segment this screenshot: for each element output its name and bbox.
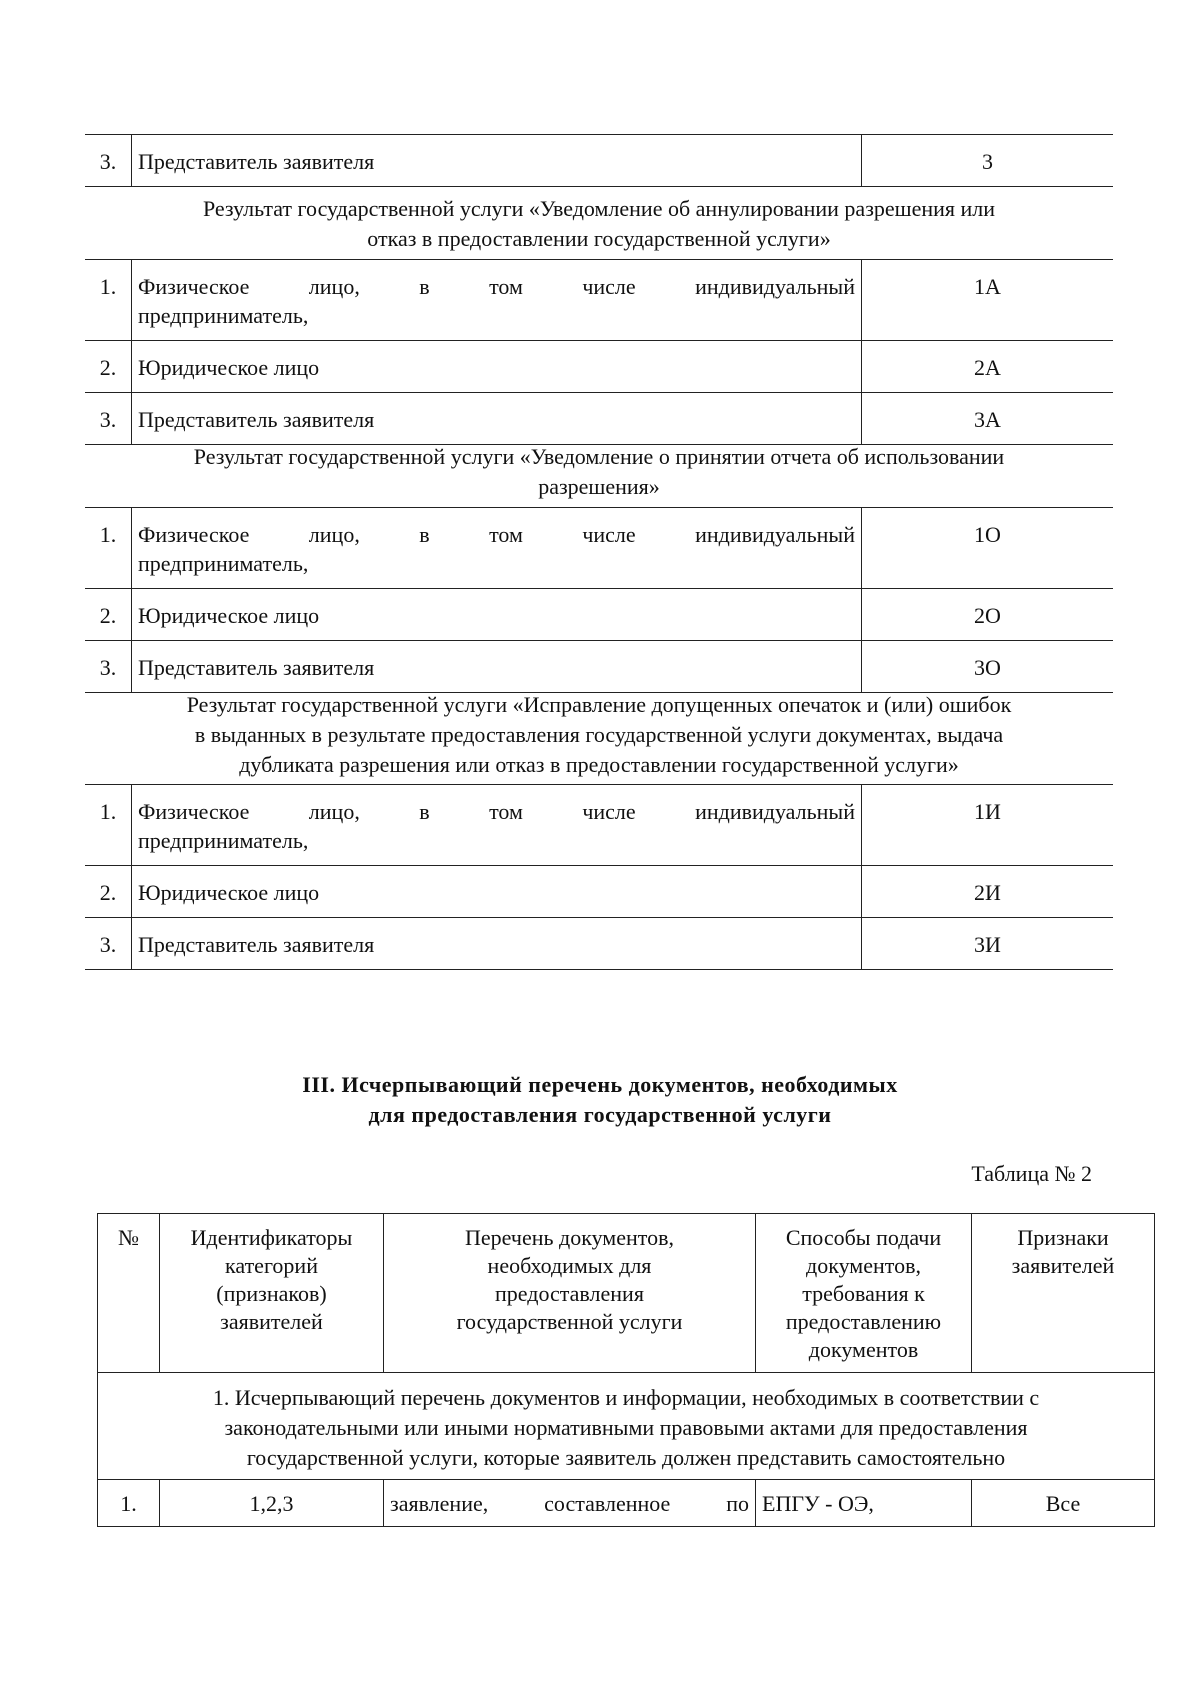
table-row — [85, 508, 1113, 589]
categories-table-corrections — [85, 784, 1113, 970]
row-number: 1. — [85, 508, 132, 589]
row-label: Физическое лицо, в том числе индивидуальный предприниматель, — [132, 508, 862, 589]
row-number: 2. — [85, 866, 132, 918]
table-row — [85, 260, 1113, 341]
row-number: 3. — [85, 641, 132, 693]
row-label: Представитель заявителя — [132, 393, 862, 445]
section-caption-report: Результат государственной услуги «Уведомление о принятии отчета об использовании разрешения» — [193, 444, 1005, 499]
row-number: 1. — [85, 785, 132, 866]
row-code: 2И — [862, 866, 1114, 918]
table-row — [85, 785, 1113, 866]
row-code: 3 — [862, 135, 1114, 187]
table-row — [85, 641, 1113, 693]
row-label: Юридическое лицо — [132, 341, 862, 393]
categories-table-top — [85, 134, 1113, 187]
categories-table-annulment — [85, 259, 1113, 445]
section-caption-corrections: Результат государственной услуги «Исправление допущенных опечаток и (или) ошибок в выданных в результате предоставления государственной услуги документах, выдача дубликата разрешения или отказ в предоставлении государственной услуги» — [186, 692, 1012, 777]
section-caption-annulment: Результат государственной услуги «Уведомление об аннулировании разрешения или отказ в предоставлении государственной услуги» — [202, 196, 996, 251]
row-number: 3. — [85, 918, 132, 970]
table-row — [85, 918, 1113, 970]
table-row — [85, 341, 1113, 393]
row-label: Юридическое лицо — [132, 589, 862, 641]
header-document-list: Перечень документов, необходимых для предоставления государственной услуги — [384, 1214, 756, 1373]
row-code: 1И — [862, 785, 1114, 866]
table-row — [85, 393, 1113, 445]
row-method: ЕПГУ - ОЭ, — [756, 1480, 972, 1527]
categories-table-report — [85, 507, 1113, 693]
row-number: 3. — [85, 393, 132, 445]
row-code: 3А — [862, 393, 1114, 445]
documents-table — [97, 1213, 1155, 1527]
row-number: 1. — [98, 1480, 160, 1527]
table-row — [85, 135, 1113, 187]
row-signs: Все — [972, 1480, 1155, 1527]
header-submission-methods: Способы подачи документов, требования к предоставлению документов — [756, 1214, 972, 1373]
table-number: Таблица № 2 — [971, 1161, 1092, 1186]
header-number: № — [98, 1214, 160, 1373]
row-code: 3О — [862, 641, 1114, 693]
row-code: 1А — [862, 260, 1114, 341]
row-code: 3И — [862, 918, 1114, 970]
row-code: 2А — [862, 341, 1114, 393]
row-code: 2О — [862, 589, 1114, 641]
row-number: 2. — [85, 341, 132, 393]
table-row — [98, 1480, 1155, 1527]
table-header-row — [98, 1214, 1155, 1373]
table-row — [85, 589, 1113, 641]
row-label: Физическое лицо, в том числе индивидуальный предприниматель, — [132, 260, 862, 341]
row-code: 1О — [862, 508, 1114, 589]
row-document: заявление, составленное по — [384, 1480, 756, 1527]
table-span-row — [98, 1373, 1155, 1480]
row-number: 3. — [85, 135, 132, 187]
row-category-ids: 1,2,3 — [160, 1480, 384, 1527]
row-label: Представитель заявителя — [132, 641, 862, 693]
section-heading: III. Исчерпывающий перечень документов, необходимых для предоставления государственной услуги — [302, 1072, 898, 1127]
row-number: 1. — [85, 260, 132, 341]
row-label: Представитель заявителя — [132, 135, 862, 187]
row-label: Физическое лицо, в том числе индивидуальный предприниматель, — [132, 785, 862, 866]
row-number: 2. — [85, 589, 132, 641]
span-row-text: 1. Исчерпывающий перечень документов и информации, необходимых в соответствии с законодательными или иными нормативными правовыми актами для предоставления государственной услуги, которые заявитель должен представить самостоятельно — [98, 1373, 1155, 1480]
header-category-ids: Идентификаторы категорий (признаков) заявителей — [160, 1214, 384, 1373]
table-row — [85, 866, 1113, 918]
row-label: Юридическое лицо — [132, 866, 862, 918]
row-label: Представитель заявителя — [132, 918, 862, 970]
header-applicant-signs: Признаки заявителей — [972, 1214, 1155, 1373]
